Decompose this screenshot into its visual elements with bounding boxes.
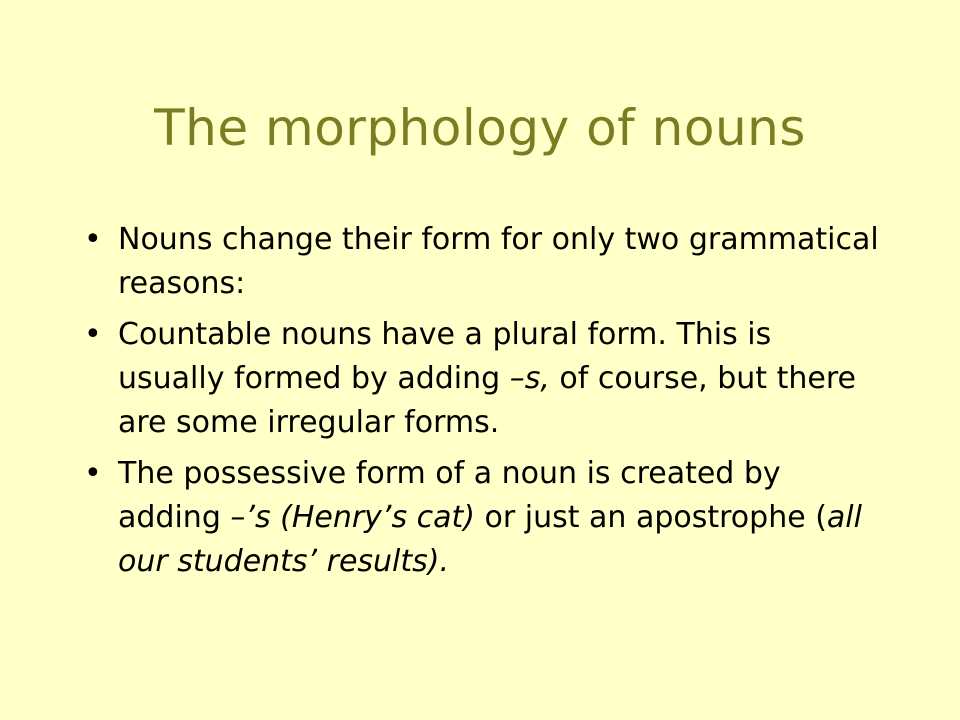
bullet-list: [80, 218, 880, 591]
bullet-marker: •: [84, 456, 102, 491]
bullet-text-italic: –’s (Henry’s cat): [230, 500, 475, 535]
bullet-text-italic: all our students’ results).: [118, 500, 862, 579]
bullet-text: or just an apostrophe (: [474, 500, 827, 535]
bullet-item: [80, 452, 880, 584]
bullet-text-italic: –s,: [509, 361, 550, 396]
slide-title: The morphology of nouns: [154, 99, 806, 157]
bullet-text: of course, but there are some irregular forms.: [118, 361, 856, 440]
bullet-text: Nouns change their form for only two grammatical reasons:: [118, 222, 879, 301]
bullet-marker: •: [84, 317, 102, 352]
bullet-text: The possessive form of a noun is created by adding: [118, 456, 781, 535]
bullet-text: Countable nouns have a plural form. This is usually formed by adding: [118, 317, 772, 396]
bullet-item: [80, 218, 880, 306]
bullet-item: [80, 313, 880, 445]
bullet-marker: •: [84, 222, 102, 257]
